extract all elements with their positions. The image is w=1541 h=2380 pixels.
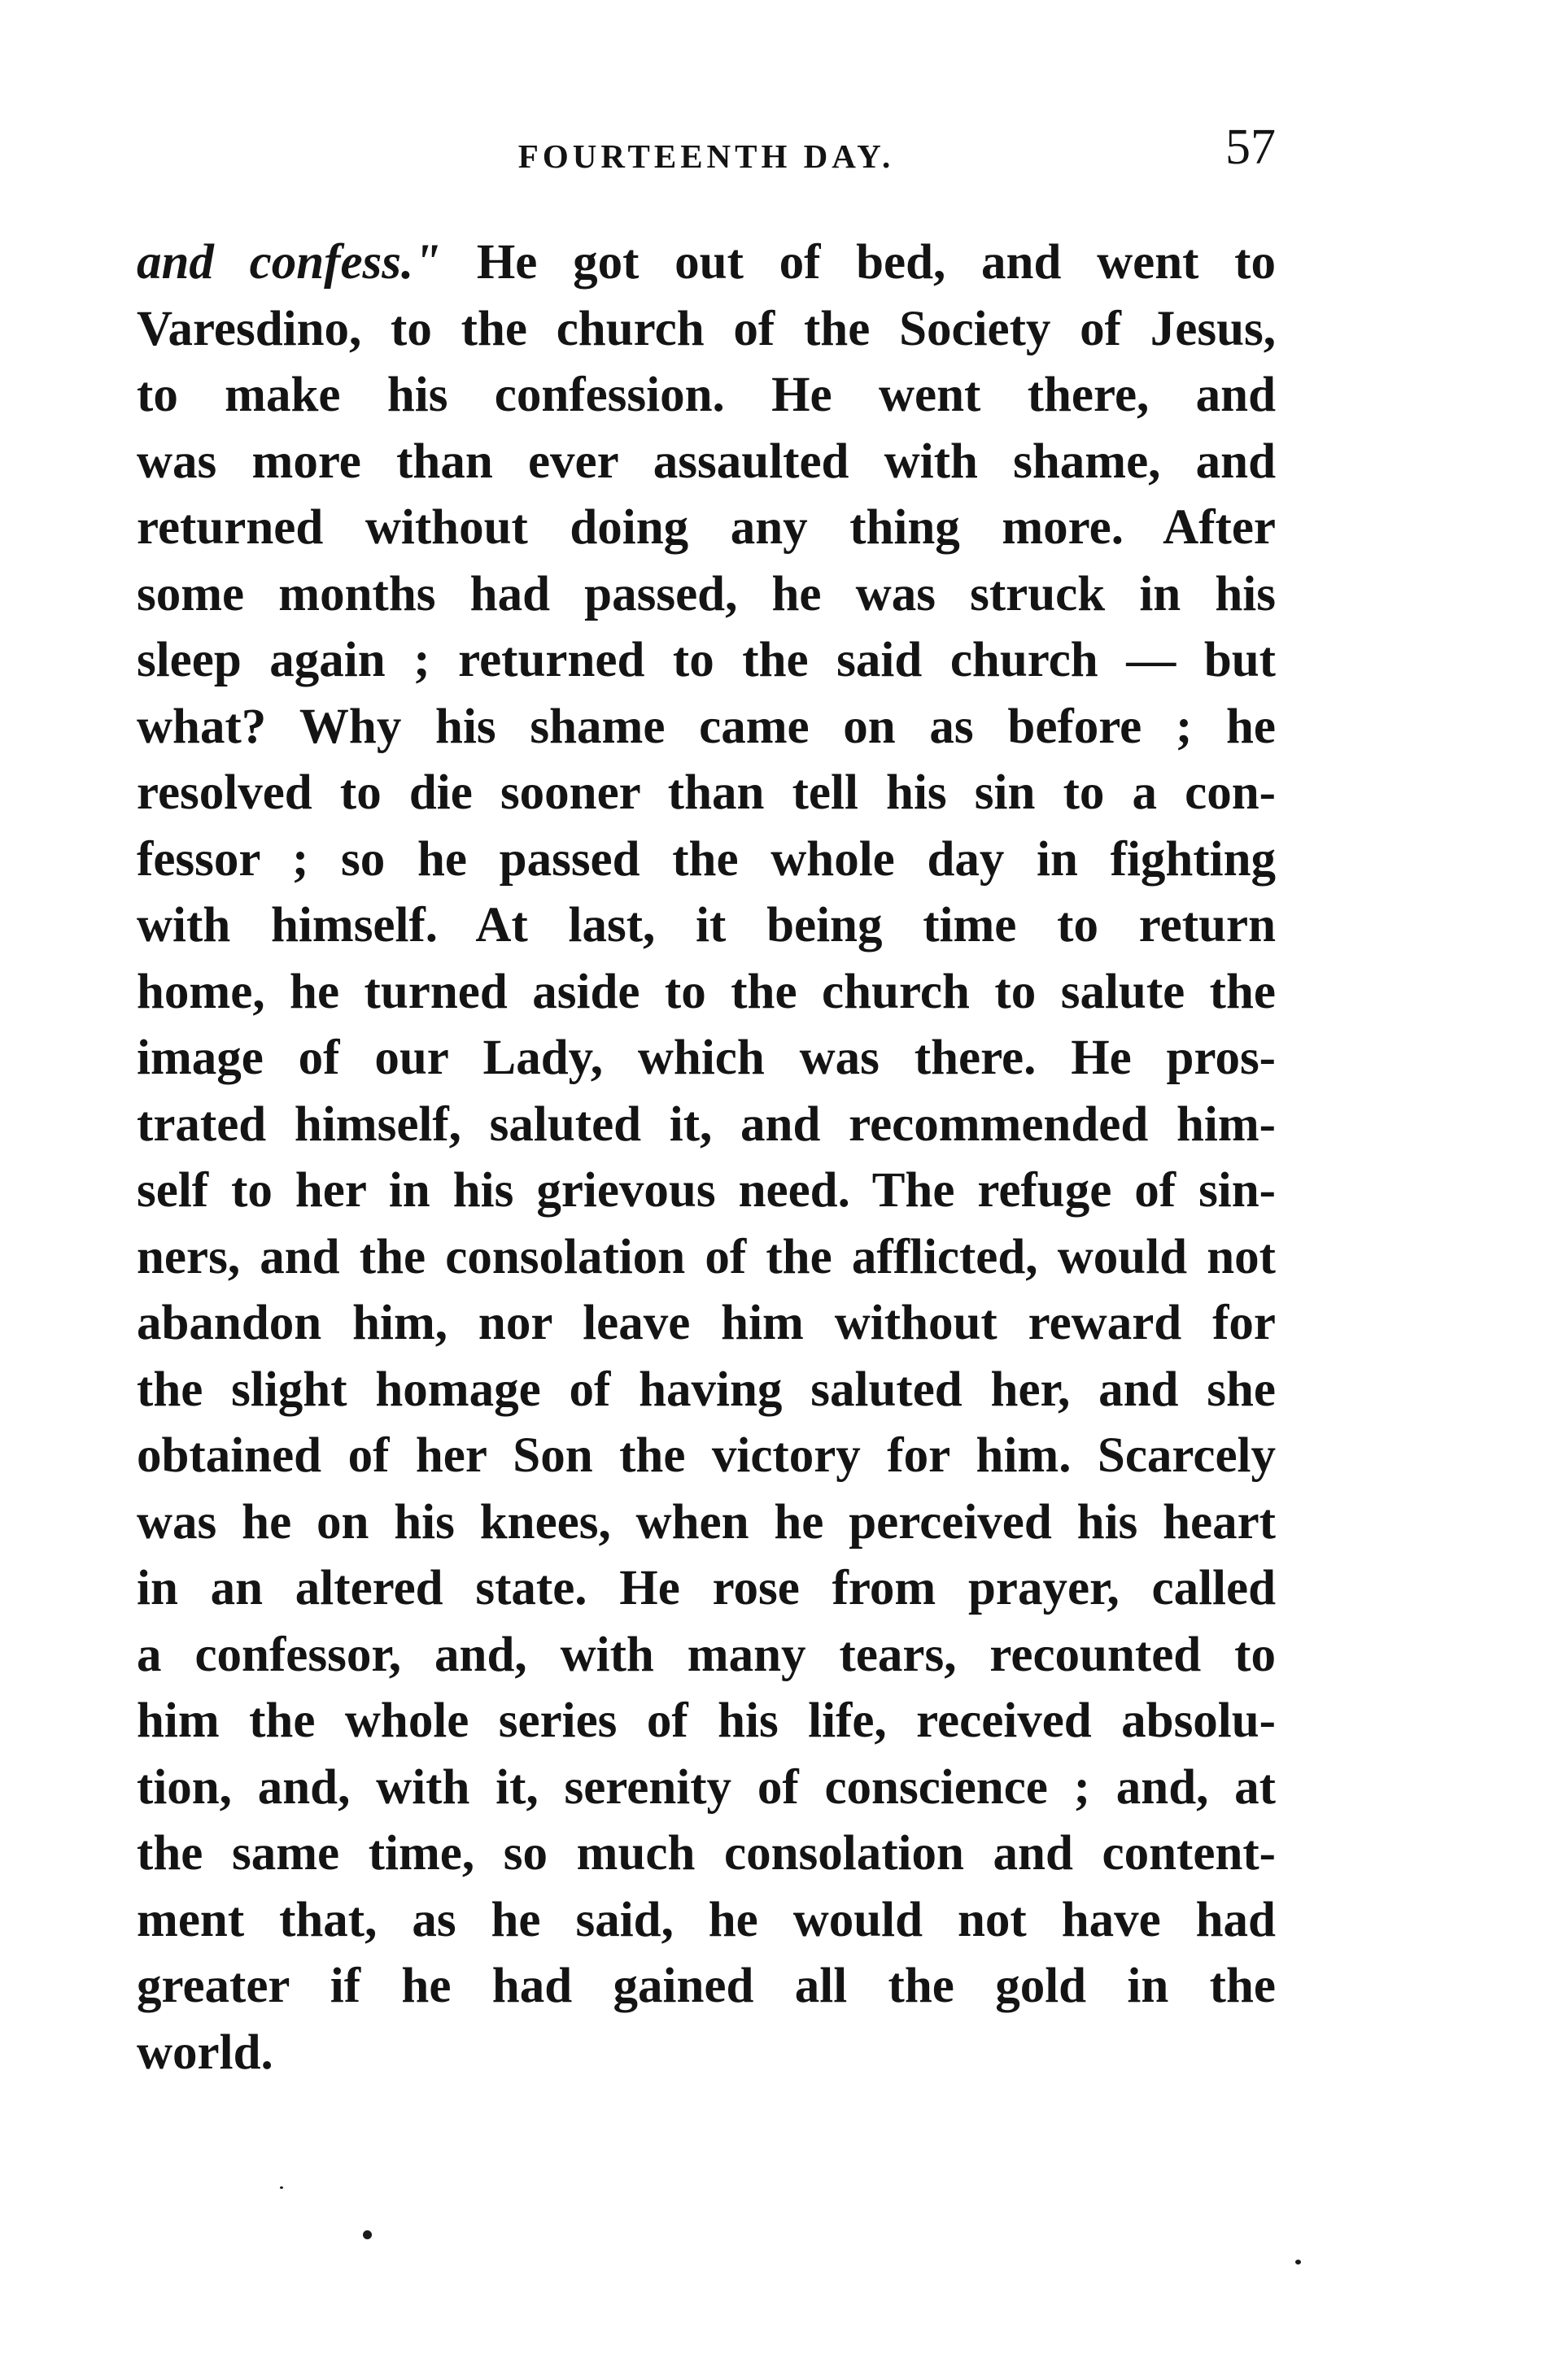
text-line: some months had passed, he was struck in his xyxy=(137,566,1276,621)
text-line: with himself. At last, it being time to return xyxy=(137,898,1276,952)
text-line: obtained of her Son the victory for him. Scarcely xyxy=(137,1428,1276,1483)
print-speck xyxy=(280,2186,283,2189)
text-line: a confessor, and, with many tears, recounted to xyxy=(137,1627,1276,1682)
text-line: was more than ever assaulted with shame, and xyxy=(137,434,1276,489)
running-head xyxy=(137,122,1276,187)
text-line: image of our Lady, which was there. He pros- xyxy=(137,1031,1276,1085)
italic-quote: and confess." xyxy=(137,235,442,290)
text-line: abandon him, nor leave him without reward for xyxy=(137,1296,1276,1350)
print-speck xyxy=(363,2230,372,2239)
text-line: tion, and, with it, serenity of conscience ; and, at xyxy=(137,1759,1276,1815)
print-speck xyxy=(1295,2260,1301,2264)
text-line: world. xyxy=(137,2025,273,2080)
chapter-title: FOURTEENTH DAY. xyxy=(517,137,895,175)
text-line: fessor ; so he passed the whole day in fighting xyxy=(137,831,1276,887)
text-line xyxy=(137,229,1276,296)
text-line: home, he turned aside to the church to salute the xyxy=(137,964,1276,1019)
body-text xyxy=(137,229,1276,2086)
text-line: what? Why his shame came on as before ; he xyxy=(137,699,1276,754)
text-line: self to her in his grievous need. The refuge of sin- xyxy=(137,1163,1276,1218)
text-line: sleep again ; returned to the said church — but xyxy=(137,633,1276,687)
text-line: him the whole series of his life, received absolu- xyxy=(137,1693,1276,1748)
text-line: the same time, so much consolation and content- xyxy=(137,1826,1276,1881)
text-line: ners, and the consolation of the afflicted, would not xyxy=(137,1229,1276,1284)
text-line: to make his confession. He went there, and xyxy=(137,368,1276,422)
text-line: Varesdino, to the church of the Society of Jesus, xyxy=(137,301,1276,356)
text-line: was he on his knees, when he perceived his heart xyxy=(137,1494,1276,1550)
text-line: the slight homage of having saluted her, and she xyxy=(137,1362,1276,1417)
text-line-rest: He got out of bed, and went to xyxy=(441,235,1276,290)
text-line: resolved to die sooner than tell his sin to a con- xyxy=(137,765,1276,820)
page-number: 57 xyxy=(1225,120,1276,175)
text-line: ment that, as he said, he would not have had xyxy=(137,1892,1276,1947)
text-line: trated himself, saluted it, and recommended him- xyxy=(137,1096,1276,1152)
text-line: returned without doing any thing more. After xyxy=(137,500,1276,555)
text-line: greater if he had gained all the gold in the xyxy=(137,1959,1276,2013)
text-line: in an altered state. He rose from prayer, called xyxy=(137,1561,1276,1615)
